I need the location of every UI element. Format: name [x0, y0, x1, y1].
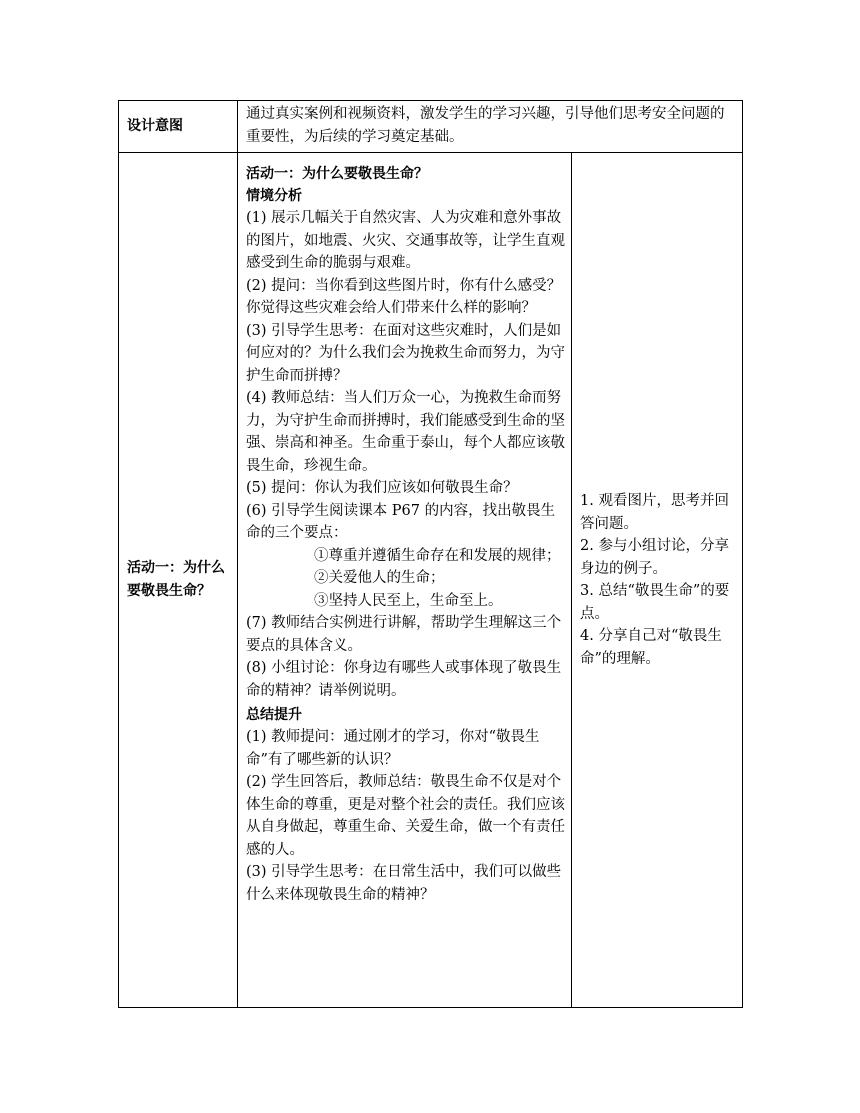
design-intent-row — [119, 101, 743, 153]
activity-label: 活动一：为什么要敬畏生命？ — [119, 153, 238, 1008]
key-point-3: ③坚持人民至上，生命至上。 — [314, 592, 503, 609]
activity-heading: 活动一：为什么要敬畏生命？ — [246, 166, 428, 182]
summary-step-3: (3) 引导学生思考：在日常生活中，我们可以做些什么来体现敬畏生命的精神？ — [246, 864, 562, 903]
teacher-activity-cell — [238, 153, 572, 1008]
key-point-2: ②关爱他人的生命； — [314, 570, 445, 586]
activity-row — [119, 153, 743, 1008]
step-3: (3) 引导学生思考：在面对这些灾难时，人们是如何应对的？为什么我们会为挽救生命而努力，为守护生命而拼搏？ — [246, 322, 565, 384]
design-intent-text: 通过真实案例和视频资料，激发学生的学习兴趣，引导他们思考安全问题的重要性，为后续的学习奠定基础。 — [238, 101, 743, 153]
summary-step-1: (1) 教师提问：通过刚才的学习，你对“敬畏生命”有了哪些新的认识？ — [246, 729, 540, 768]
lesson-plan-table — [118, 100, 743, 1008]
section-title-situation: 情境分析 — [246, 188, 302, 204]
step-2: (2) 提问：当你看到这些图片时，你有什么感受？你觉得这些灾难会给人们带来什么样的影响？ — [246, 277, 562, 316]
key-point-1: ①尊重并遵循生命存在和发展的规律； — [314, 547, 561, 564]
step-4: (4) 教师总结：当人们万众一心，为挽救生命而努力，为守护生命而拼搏时，我们能感受到生命的坚强、崇高和神圣。生命重于泰山，每个人都应该敬畏生命，珍视生命。 — [246, 390, 565, 474]
step-8: (8) 小组讨论：你身边有哪些人或事体现了敬畏生命的精神？请举例说明。 — [246, 660, 562, 699]
section-title-summary: 总结提升 — [246, 707, 302, 723]
student-item-1: 1. 观看图片，思考并回答问题。 — [580, 493, 729, 532]
step-5: (5) 提问：你认为我们应该如何敬畏生命？ — [246, 480, 518, 496]
student-activity-cell — [572, 153, 743, 1008]
student-item-4: 4. 分享自己对“敬畏生命”的理解。 — [580, 628, 722, 667]
student-item-3: 3. 总结“敬畏生命”的要点。 — [580, 583, 730, 622]
step-1: (1) 展示几幅关于自然灾害、人为灾难和意外事故的图片，如地震、火灾、交通事故等，让学生直观感受到生命的脆弱与艰难。 — [246, 210, 565, 271]
step-7: (7) 教师结合实例进行讲解，帮助学生理解这三个要点的具体含义。 — [246, 615, 562, 654]
student-item-2: 2. 参与小组讨论，分享身边的例子。 — [580, 538, 729, 577]
summary-step-2: (2) 学生回答后，教师总结：敬畏生命不仅是对个体生命的尊重，更是对整个社会的责任。我们应该从自身做起，尊重生命、关爱生命，做一个有责任感的人。 — [246, 774, 565, 858]
design-intent-label: 设计意图 — [119, 101, 238, 153]
step-6: (6) 引导学生阅读课本 P67 的内容，找出敬畏生命的三个要点： — [246, 502, 556, 541]
